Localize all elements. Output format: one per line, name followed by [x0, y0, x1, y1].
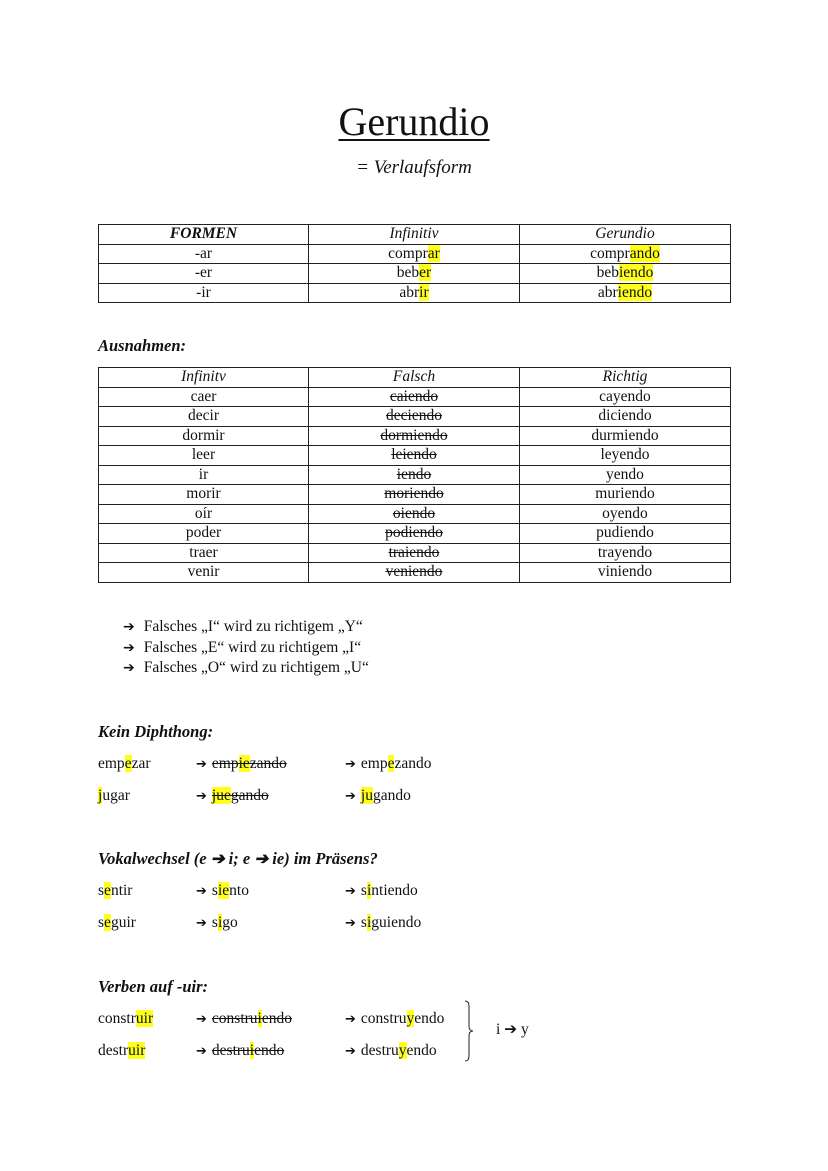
arrow-icon: ➔ [196, 916, 207, 931]
gerund-cell: comprando [520, 244, 731, 264]
gerund-form: ➔ sintiendo [345, 882, 418, 899]
arrow-icon: ➔ [345, 1012, 356, 1027]
wrong-form-cell: leiendo [309, 446, 520, 466]
arrow-icon: ➔ [123, 660, 135, 676]
table-row [99, 504, 731, 524]
verben-uir-heading: Verben auf -uir: [98, 977, 209, 996]
infinitive-cell: decir [99, 407, 309, 427]
table-row [99, 264, 731, 284]
wrong-form-cell: dormiendo [309, 426, 520, 446]
correct-form-cell: diciendo [520, 407, 731, 427]
table-row [99, 446, 731, 466]
table-row [99, 283, 731, 303]
correct-form-cell: yendo [520, 465, 731, 485]
table-row [99, 524, 731, 544]
wrong-form-cell: veniendo [309, 563, 520, 583]
infinitive: seguir [98, 914, 136, 931]
ending-cell: -er [99, 264, 309, 284]
arrow-icon: ➔ [345, 789, 356, 804]
wrong-form: ➔ construiendo [196, 1010, 292, 1027]
arrow-icon: ➔ [196, 789, 207, 804]
present-form: ➔ siento [196, 882, 249, 899]
correct-form: ➔ construyendo [345, 1010, 445, 1027]
table-row [99, 563, 731, 583]
arrow-icon: ➔ [196, 884, 207, 899]
column-header: Falsch [309, 368, 520, 388]
example-row [98, 1040, 498, 1062]
rules-list [123, 617, 369, 679]
wrong-form-cell: iendo [309, 465, 520, 485]
infinitive: sentir [98, 882, 133, 899]
table-row [99, 426, 731, 446]
correct-form-cell: muriendo [520, 485, 731, 505]
correct-form-cell: viniendo [520, 563, 731, 583]
infinitive-cell: ir [99, 465, 309, 485]
infinitive-cell: comprar [309, 244, 520, 264]
column-header: FORMEN [99, 225, 309, 245]
table-header-row [99, 368, 731, 388]
page-title: Gerundio [338, 99, 490, 144]
table-row [99, 543, 731, 563]
correct-form-cell: leyendo [520, 446, 731, 466]
correct-form-cell: durmiendo [520, 426, 731, 446]
column-header: Gerundio [520, 225, 731, 245]
column-header: Infinitv [99, 368, 309, 388]
vokalwechsel-heading: Vokalwechsel (e ➔ i; e ➔ ie) im Präsens? [98, 849, 378, 868]
correct-form: ➔ empezando [345, 755, 432, 772]
wrong-form-cell: podiendo [309, 524, 520, 544]
exceptions-table [98, 367, 731, 583]
column-header: Infinitiv [309, 225, 520, 245]
forms-table [98, 224, 731, 303]
correct-form: ➔ jugando [345, 787, 411, 804]
list-item: ➔ Falsches „O“ wird zu richtigem „U“ [123, 659, 369, 676]
highlight: iendo [618, 264, 654, 282]
correct-form-cell: oyendo [520, 504, 731, 524]
infinitive-cell: traer [99, 543, 309, 563]
wrong-form: ➔ empiezando [196, 755, 287, 772]
wrong-form: ➔ juegando [196, 787, 269, 804]
example-row [98, 912, 498, 934]
infinitive-cell: venir [99, 563, 309, 583]
exceptions-heading: Ausnahmen: [98, 336, 187, 355]
column-header: Richtig [520, 368, 731, 388]
list-item: ➔ Falsches „I“ wird zu richtigem „Y“ [123, 618, 363, 635]
infinitive: jugar [98, 787, 130, 804]
infinitive-cell: dormir [99, 426, 309, 446]
arrow-icon: ➔ [196, 1012, 207, 1027]
gerund-cell: bebiendo [520, 264, 731, 284]
ending-cell: -ir [99, 283, 309, 303]
arrow-icon: ➔ [196, 1044, 207, 1059]
infinitive: empezar [98, 755, 151, 772]
table-row [99, 387, 731, 407]
infinitive: destruir [98, 1042, 146, 1059]
table-row [99, 465, 731, 485]
ending-cell: -ar [99, 244, 309, 264]
curly-brace-icon [464, 1000, 474, 1062]
example-row [98, 785, 498, 807]
arrow-icon: ➔ [345, 884, 356, 899]
gerund-form: ➔ siguiendo [345, 914, 422, 931]
infinitive-cell: oír [99, 504, 309, 524]
arrow-icon: ➔ [123, 619, 135, 635]
present-form: ➔ sigo [196, 914, 238, 931]
page-subtitle: = Verlaufsform [356, 157, 472, 178]
highlight: iendo [617, 283, 653, 301]
correct-form-cell: trayendo [520, 543, 731, 563]
rule-note: i ➔ y [496, 1021, 529, 1038]
table-row [99, 485, 731, 505]
infinitive-cell: poder [99, 524, 309, 544]
infinitive-cell: beber [309, 264, 520, 284]
infinitive: construir [98, 1010, 154, 1027]
wrong-form-cell: caiendo [309, 387, 520, 407]
wrong-form-cell: oiendo [309, 504, 520, 524]
table-header-row [99, 225, 731, 245]
wrong-form-cell: traiendo [309, 543, 520, 563]
infinitive-cell: caer [99, 387, 309, 407]
example-row [98, 880, 498, 902]
wrong-form-cell: moriendo [309, 485, 520, 505]
example-row [98, 753, 498, 775]
correct-form-cell: cayendo [520, 387, 731, 407]
correct-form: ➔ destruyendo [345, 1042, 437, 1059]
infinitive-cell: morir [99, 485, 309, 505]
table-row [99, 407, 731, 427]
example-row [98, 1008, 498, 1030]
list-item: ➔ Falsches „E“ wird zu richtigem „I“ [123, 638, 362, 656]
highlight: ando [629, 244, 660, 262]
correct-form-cell: pudiendo [520, 524, 731, 544]
infinitive-cell: leer [99, 446, 309, 466]
arrow-icon: ➔ [196, 757, 207, 772]
wrong-form: ➔ destruiendo [196, 1042, 285, 1059]
kein-diphthong-heading: Kein Diphthong: [98, 722, 214, 741]
gerund-cell: abriendo [520, 283, 731, 303]
highlight: er [419, 264, 432, 282]
wrong-form-cell: deciendo [309, 407, 520, 427]
infinitive-cell: abrir [309, 283, 520, 303]
arrow-icon: ➔ [345, 916, 356, 931]
arrow-icon: ➔ [345, 1044, 356, 1059]
highlight: ir [419, 283, 429, 301]
arrow-icon: ➔ [345, 757, 356, 772]
arrow-icon: ➔ [123, 639, 135, 656]
table-row [99, 244, 731, 264]
highlight: ar [427, 244, 440, 262]
